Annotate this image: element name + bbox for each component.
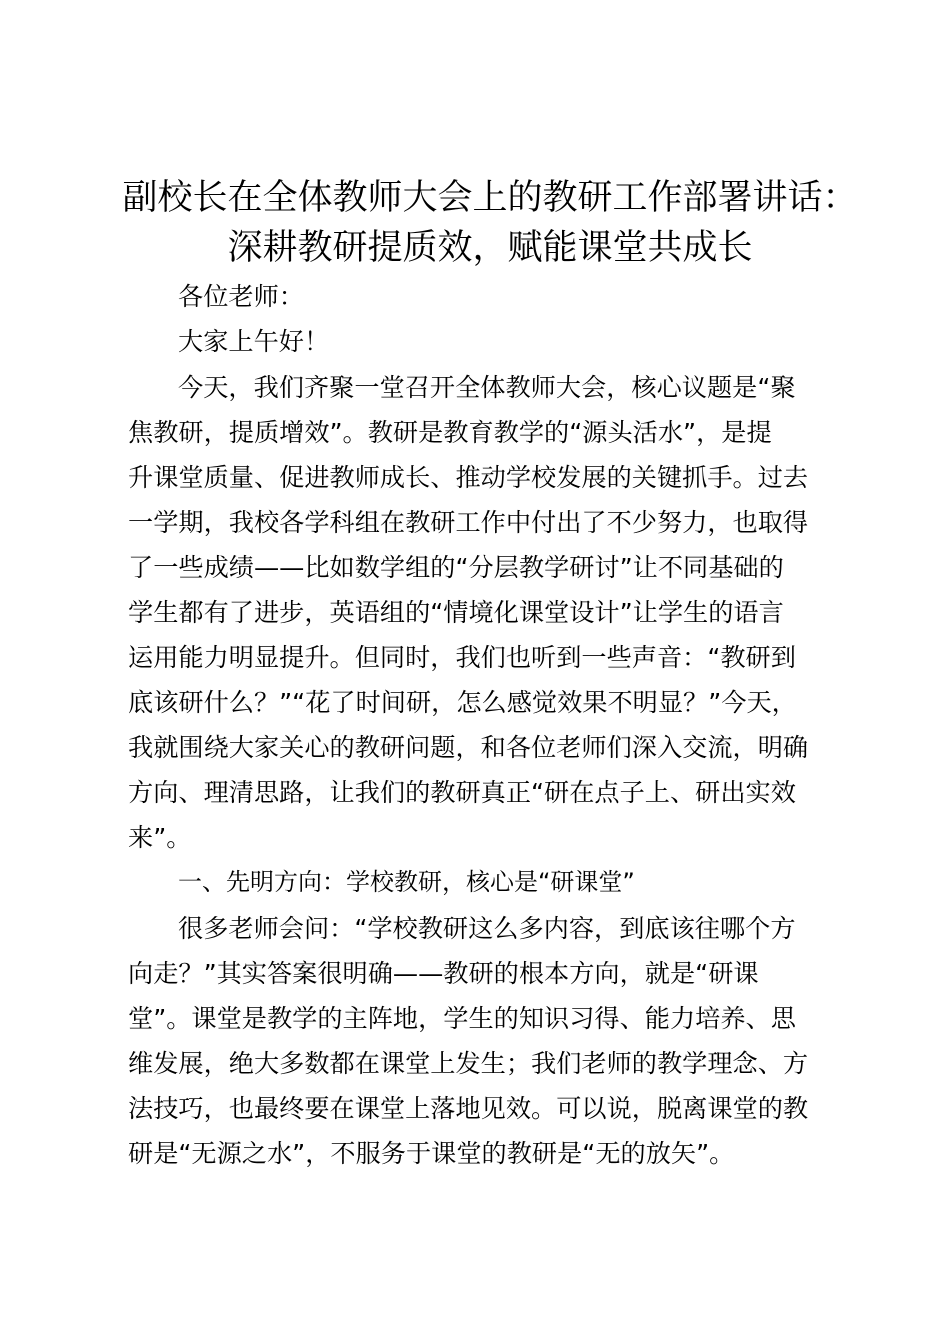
paragraph-2-line: 很多老师会问：“学校教研这么多内容，到底该往哪个方 — [178, 914, 796, 943]
document-title-line-1: 副校长在全体教师大会上的教研工作部署讲话： — [122, 178, 858, 218]
salutation: 大家上午好！ — [178, 327, 330, 356]
section-1-heading: 一、先明方向：学校教研，核心是“研课堂” — [178, 868, 635, 896]
paragraph-1-line: 底该研什么？”“花了时间研，怎么感觉效果不明显？”今天， — [128, 688, 797, 717]
document-title-line-2: 深耕教研提质效，赋能课堂共成长 — [227, 228, 753, 268]
paragraph-2-line: 维发展，绝大多数都在课堂上发生；我们老师的教学理念、方 — [128, 1049, 809, 1078]
paragraph-1-line: 我就围绕大家关心的教研问题，和各位老师们深入交流，明确 — [128, 733, 809, 762]
paragraph-1-line: 来”。 — [128, 823, 192, 852]
paragraph-2-line: 堂”。课堂是教学的主阵地，学生的知识习得、能力培养、思 — [128, 1004, 796, 1033]
paragraph-1-line: 学生都有了进步，英语组的“情境化课堂设计”让学生的语言 — [128, 598, 784, 627]
paragraph-1-line: 一学期，我校各学科组在教研工作中付出了不少努力，也取得 — [128, 508, 809, 537]
paragraph-1-line: 焦教研，提质增效”。教研是教育教学的“源头活水”，是提 — [128, 418, 772, 447]
paragraph-1-line: 方向、理清思路，让我们的教研真正“研在点子上、研出实效 — [128, 778, 796, 807]
paragraph-2-line: 研是“无源之水”，不服务于课堂的教研是“无的放矢”。 — [128, 1139, 735, 1168]
paragraph-1-line: 了一些成绩——比如数学组的“分层教学研讨”让不同基础的 — [128, 553, 784, 582]
greeting: 各位老师： — [178, 282, 304, 311]
paragraph-2-line: 法技巧，也最终要在课堂上落地见效。可以说，脱离课堂的教 — [128, 1094, 809, 1123]
paragraph-2-line: 向走？”其实答案很明确——教研的根本方向，就是“研课 — [128, 959, 759, 988]
paragraph-1-line: 今天，我们齐聚一堂召开全体教师大会，核心议题是“聚 — [178, 373, 796, 402]
paragraph-1-line: 运用能力明显提升。但同时，我们也听到一些声音：“教研到 — [128, 643, 796, 672]
paragraph-1-line: 升课堂质量、促进教师成长、推动学校发展的关键抓手。过去 — [128, 463, 809, 492]
